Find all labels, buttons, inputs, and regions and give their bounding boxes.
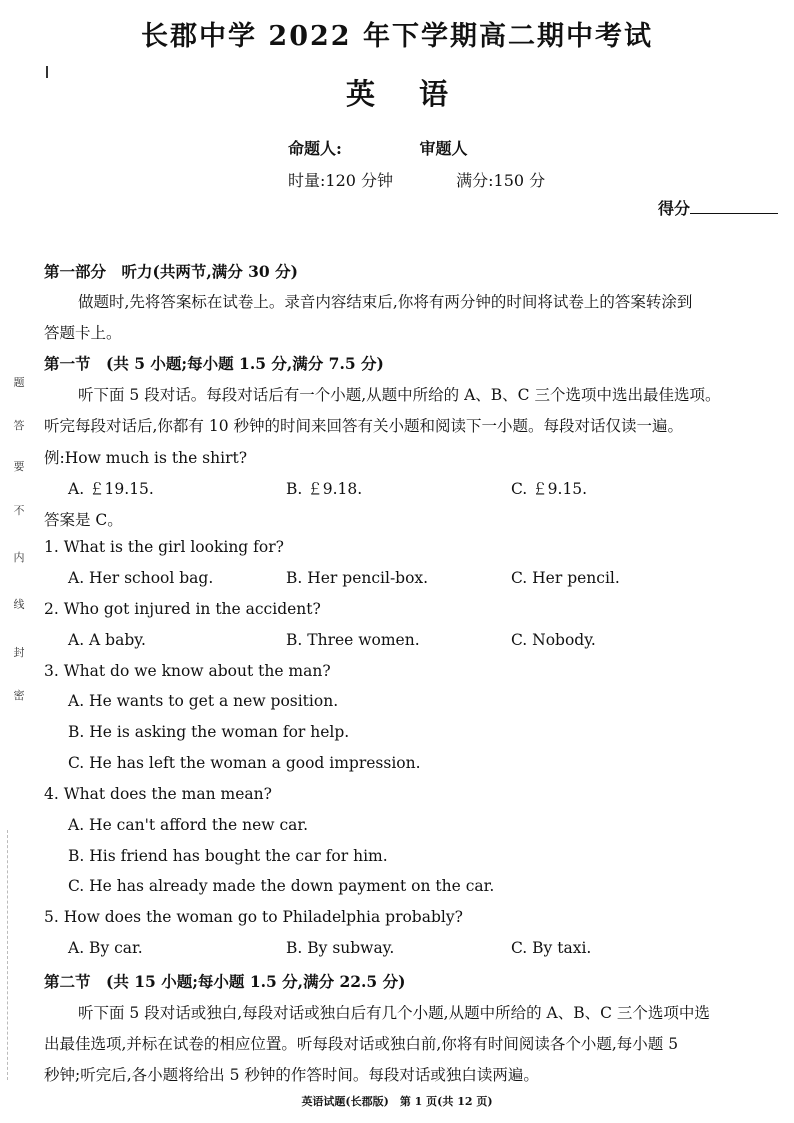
question-option: B. Her pencil-box. [286,569,429,587]
question-stem: 4. What does the man mean? [44,785,272,803]
example-question: 例:How much is the shirt? [44,449,248,467]
binding-char: 要 [13,460,25,473]
section1-instructions: 听下面 5 段对话。每段对话后有一个小题,从题中所给的 A、B、C 三个选项中选出最佳选项。 [78,386,721,404]
reviewer-label: 审题人 [419,139,468,158]
question-option: C. He has left the woman a good impression. [68,754,421,772]
binding-char: 答 [13,419,25,432]
setter-label: 命题人: [288,139,342,158]
question-option: C. Her pencil. [511,569,620,587]
setter-line [288,136,468,159]
time-line [288,168,545,191]
section1-heading: 第一节 (共 5 小题;每小题 1.5 分,满分 7.5 分) [44,354,384,373]
binding-char: 封 [13,646,25,659]
part1-instructions: 做题时,先将答案标在试卷上。录音内容结束后,你将有两分钟的时间将试卷上的答案转涂到 [78,293,693,311]
binding-char: 不 [13,504,25,517]
question-option: C. By taxi. [511,939,592,957]
question-option: C. He has already made the down payment on the car. [68,877,495,895]
margin-mark [46,66,48,78]
page-footer: 英语试题(长郡版) 第 1 页(共 12 页) [301,1095,493,1108]
exam-title: 长郡中学 2022 年下学期高二期中考试 [141,21,653,52]
binding-char: 内 [13,551,25,564]
section2-heading: 第二节 (共 15 小题;每小题 1.5 分,满分 22.5 分) [44,972,406,991]
question-option: A. Her school bag. [68,569,214,587]
score-blank [690,199,778,214]
time-label: 时量:120 分钟 [288,171,394,190]
question-option: B. His friend has bought the car for him. [68,847,388,865]
score-field [658,196,778,219]
question-option: B. By subway. [286,939,395,957]
question-stem: 5. How does the woman go to Philadelphia probably? [44,908,463,926]
score-label: 得分 [658,199,691,218]
total-score-label: 满分:150 分 [456,171,546,190]
section2-instructions: 听下面 5 段对话或独白,每段对话或独白后有几个小题,从题中所给的 A、B、C 三个选项中选 [78,1004,710,1022]
question-option: C. Nobody. [511,631,596,649]
binding-dashed-line [7,830,8,1080]
example-option: B. ￡9.18. [286,480,363,498]
section2-instructions: 出最佳选项,并标在试卷的相应位置。听每段对话或独白前,你将有时间阅读各个小题,每小题 5 [44,1035,679,1053]
binding-char: 题 [13,376,25,389]
part1-heading: 第一部分 听力(共两节,满分 30 分) [44,262,298,281]
part1-instructions: 答题卡上。 [44,324,122,342]
subject-title: 英语 [345,77,492,111]
question-option: A. By car. [68,939,143,957]
binding-char: 密 [13,689,25,702]
section2-instructions: 秒钟;听完后,各小题将给出 5 秒钟的作答时间。每段对话或独白读两遍。 [44,1066,539,1084]
question-option: B. He is asking the woman for help. [68,723,350,741]
question-stem: 2. Who got injured in the accident? [44,600,321,618]
question-stem: 3. What do we know about the man? [44,662,331,680]
question-option: A. A baby. [68,631,146,649]
example-option: A. ￡19.15. [68,480,154,498]
question-option: B. Three women. [286,631,420,649]
example-answer: 答案是 C。 [44,511,123,529]
question-option: A. He wants to get a new position. [68,692,339,710]
example-option: C. ￡9.15. [511,480,588,498]
binding-char: 线 [13,598,25,611]
question-stem: 1. What is the girl looking for? [44,538,284,556]
section1-instructions: 听完每段对话后,你都有 10 秒钟的时间来回答有关小题和阅读下一小题。每段对话仅读一遍。 [44,417,684,435]
question-option: A. He can't afford the new car. [68,816,309,834]
